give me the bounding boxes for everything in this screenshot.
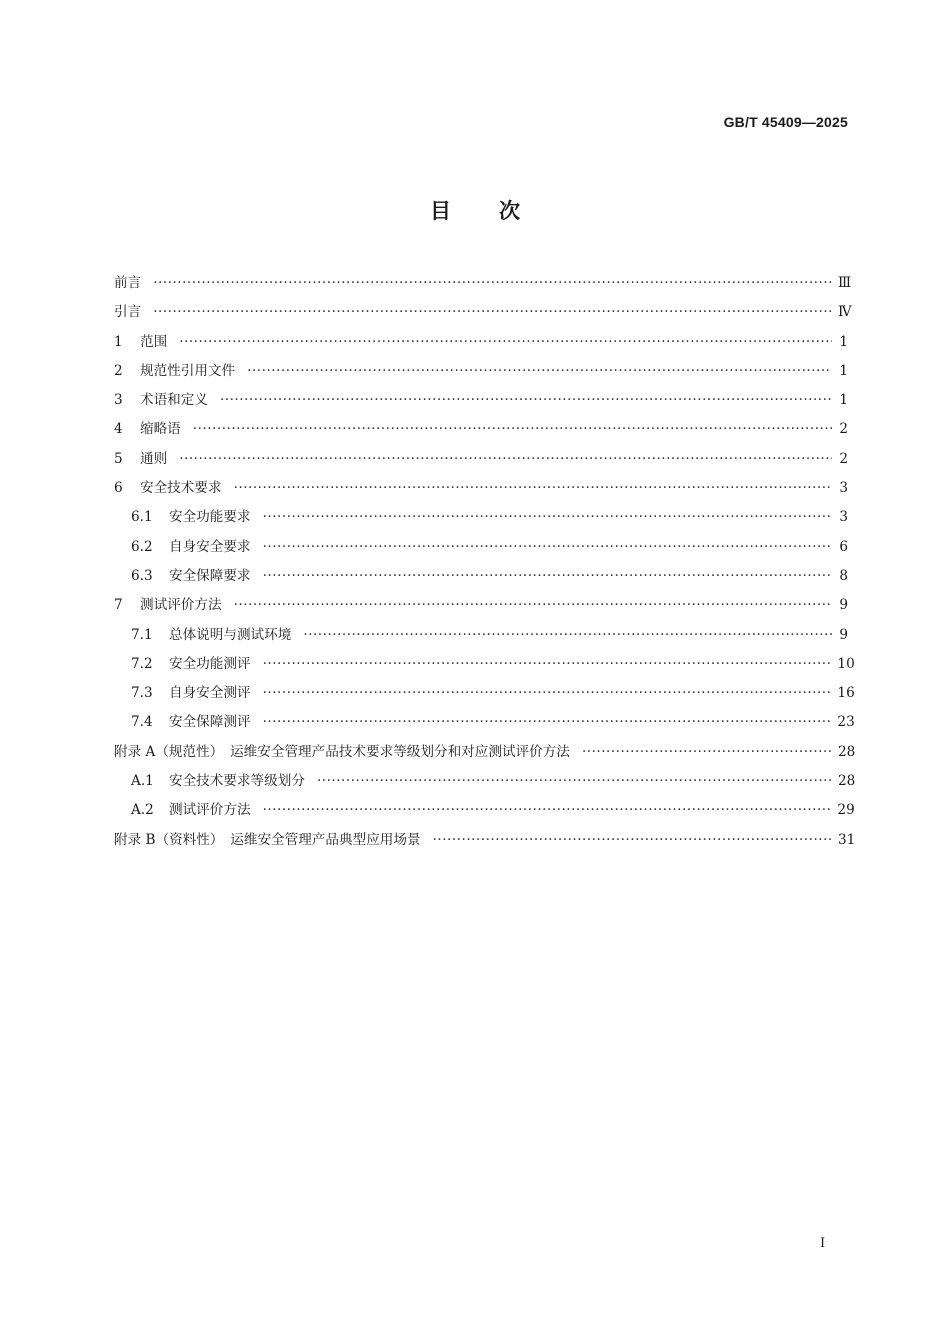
title-char-2: 次 <box>499 199 520 223</box>
toc-entry[interactable] <box>114 386 848 415</box>
toc-entry-page: 9 <box>839 597 848 614</box>
dot-leader <box>317 767 832 796</box>
toc-entry-page: 1 <box>839 392 848 409</box>
dot-leader <box>234 591 832 620</box>
dot-leader <box>303 621 832 650</box>
dot-leader <box>179 328 832 357</box>
toc-entry-number: 7.2 <box>131 655 153 672</box>
toc-entry[interactable] <box>114 269 852 298</box>
toc-entry-page: 6 <box>839 538 848 555</box>
toc-entry-number: A.1 <box>131 773 154 790</box>
title-char-1: 目 <box>430 199 451 223</box>
toc-entry-number: 2 <box>114 362 123 379</box>
toc-entry-page: 2 <box>839 450 848 467</box>
toc-entry[interactable] <box>114 503 848 532</box>
toc-entry[interactable] <box>114 767 856 796</box>
toc-entry-number: 7 <box>114 597 123 614</box>
dot-leader <box>234 474 832 503</box>
toc-entry-page: 28 <box>838 773 856 790</box>
toc-entry-page: 31 <box>838 831 856 848</box>
toc-entry-label: 范围 <box>140 333 168 350</box>
toc-entry-number: 7.4 <box>131 714 153 731</box>
toc-entry-page: 29 <box>837 802 855 819</box>
toc-entry-number: A.2 <box>131 802 154 819</box>
toc-entry[interactable] <box>114 415 848 444</box>
dot-leader <box>263 533 832 562</box>
toc-entry-number: 1 <box>114 333 123 350</box>
toc-entry-page: Ⅳ <box>838 304 852 321</box>
dot-leader <box>263 708 832 737</box>
toc-entry-label: 引言 <box>114 304 142 321</box>
toc-entry[interactable] <box>114 650 855 679</box>
toc-entry[interactable] <box>114 533 848 562</box>
toc-entry-number: 6.2 <box>131 538 153 555</box>
toc-entry-label: 附录 A（规范性） 运维安全管理产品技术要求等级划分和对应测试评价方法 <box>114 743 570 760</box>
toc-entry-page: 2 <box>839 421 848 438</box>
toc-entry-page: 28 <box>838 743 856 760</box>
dot-leader <box>433 826 832 855</box>
toc-entry[interactable] <box>114 826 856 855</box>
toc-entry-page: 10 <box>837 655 855 672</box>
toc-entry-label: 术语和定义 <box>140 392 208 409</box>
toc-entry-page: 9 <box>839 626 848 643</box>
toc-entry-label: 安全功能测评 <box>169 655 251 672</box>
toc-entry[interactable] <box>114 562 848 591</box>
dot-leader <box>263 679 832 708</box>
toc-entry[interactable] <box>114 738 856 767</box>
toc-entry-page: 8 <box>839 567 848 584</box>
toc-entry[interactable] <box>114 708 855 737</box>
toc-entry-page: 1 <box>839 333 848 350</box>
dot-leader <box>153 269 832 298</box>
toc-entry-number: 6.3 <box>131 567 153 584</box>
page-title <box>0 195 950 225</box>
toc-entry-number: 7.3 <box>131 685 153 702</box>
toc-entry-number: 4 <box>114 421 123 438</box>
dot-leader <box>263 796 832 825</box>
toc-entry-label: 通则 <box>140 450 168 467</box>
toc-entry[interactable] <box>114 328 848 357</box>
toc-entry-label: 安全功能要求 <box>169 509 251 526</box>
toc-entry-label: 安全技术要求 <box>140 480 222 497</box>
toc-entry-page: Ⅲ <box>838 275 852 291</box>
dot-leader <box>582 738 832 767</box>
toc-entry-page: 3 <box>839 480 848 497</box>
toc-entry-label: 附录 B（资料性） 运维安全管理产品典型应用场景 <box>114 831 421 848</box>
toc-entry-number: 3 <box>114 392 123 409</box>
dot-leader <box>179 445 832 474</box>
toc-entry-label: 总体说明与测试环境 <box>169 626 292 643</box>
toc-entry-number: 6 <box>114 480 123 497</box>
page-number: I <box>820 1236 826 1251</box>
toc-entry-label: 缩略语 <box>140 421 181 438</box>
toc-entry-label: 规范性引用文件 <box>140 362 236 379</box>
toc-entry[interactable] <box>114 357 848 386</box>
toc-entry-number: 6.1 <box>131 509 153 526</box>
toc-entry-label: 测试评价方法 <box>169 802 251 819</box>
dot-leader <box>247 357 832 386</box>
toc-entry-number: 5 <box>114 450 123 467</box>
toc-entry-number: 7.1 <box>131 626 153 643</box>
dot-leader <box>153 298 832 327</box>
toc-entry[interactable] <box>114 796 855 825</box>
toc-entry-page: 23 <box>837 714 855 731</box>
toc-entry-label: 自身安全要求 <box>169 538 251 555</box>
table-of-contents <box>114 269 856 855</box>
toc-entry[interactable] <box>114 591 848 620</box>
toc-entry[interactable] <box>114 621 848 650</box>
toc-entry-label: 测试评价方法 <box>140 597 222 614</box>
standard-code: GB/T 45409—2025 <box>723 114 848 130</box>
toc-entry-page: 3 <box>839 509 848 526</box>
toc-entry-page: 1 <box>839 362 848 379</box>
toc-entry[interactable] <box>114 445 848 474</box>
toc-entry-label: 自身安全测评 <box>169 685 251 702</box>
dot-leader <box>263 562 832 591</box>
toc-entry[interactable] <box>114 298 852 327</box>
dot-leader <box>193 415 832 444</box>
dot-leader <box>263 650 832 679</box>
dot-leader <box>220 386 832 415</box>
toc-entry-page: 16 <box>837 685 855 702</box>
toc-entry-label: 安全技术要求等级划分 <box>169 773 305 790</box>
toc-entry[interactable] <box>114 679 855 708</box>
dot-leader <box>263 503 832 532</box>
toc-entry-label: 前言 <box>114 275 142 291</box>
toc-entry-label: 安全保障测评 <box>169 714 251 731</box>
toc-entry[interactable] <box>114 474 848 503</box>
toc-entry-label: 安全保障要求 <box>169 567 251 584</box>
